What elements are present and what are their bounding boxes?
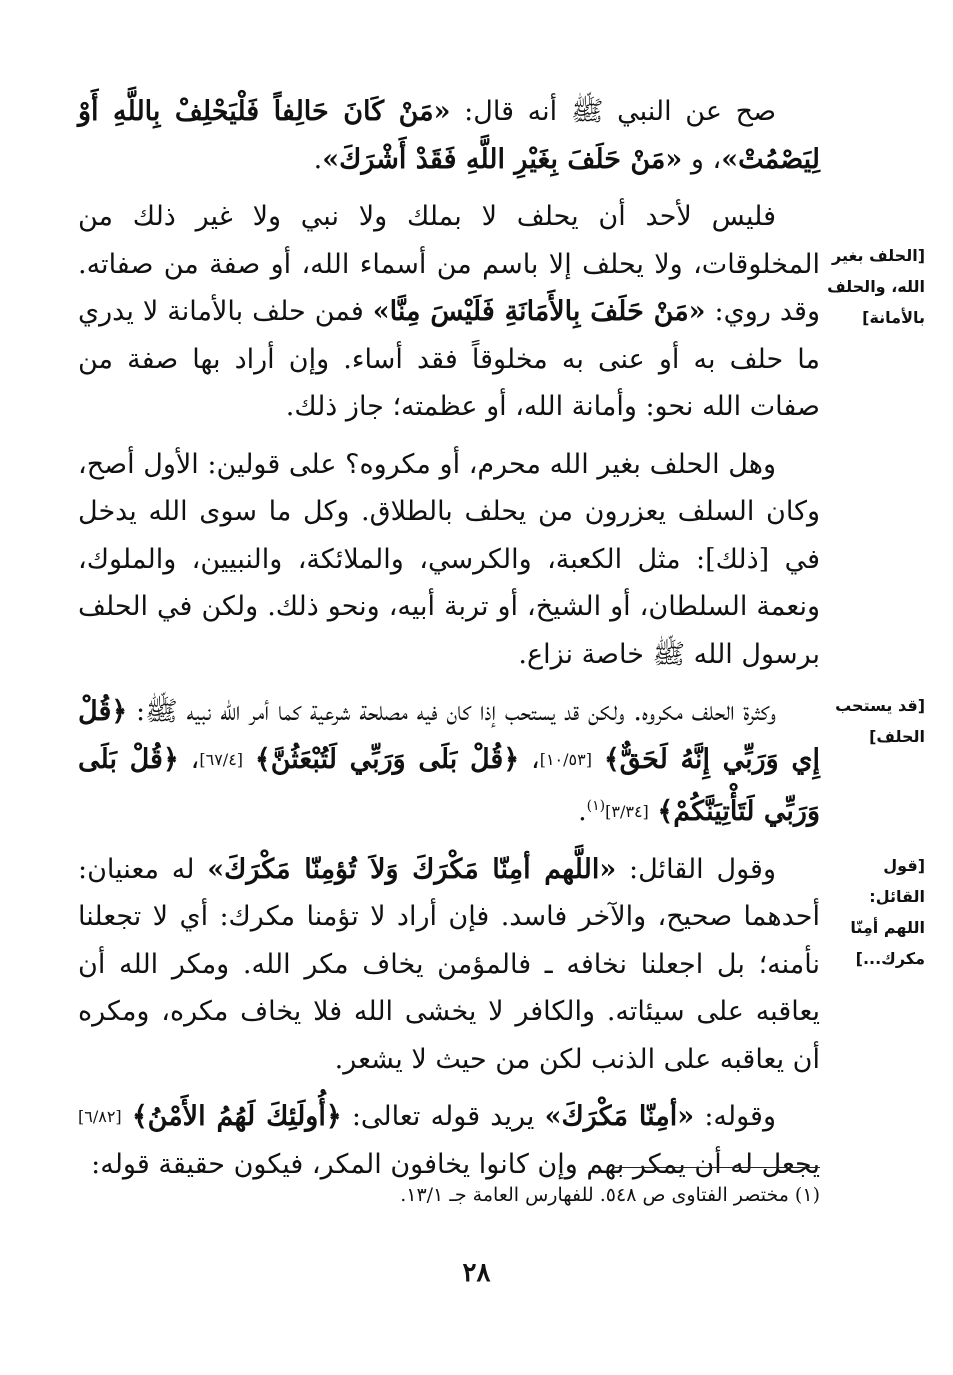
- body-text: .: [313, 143, 323, 175]
- margin-note-oaths: [الحلف بغير الله، والحلف بالأمانة]: [827, 246, 925, 327]
- body-text: [243, 744, 255, 775]
- paragraph-5: [78, 846, 820, 1084]
- margin-note-saying: [قول القائل: اللهم أمِنّا مكرك...]: [850, 856, 925, 968]
- body-text: وكثرة الحلف مكروه. ولكن قد يستحب إذا كان فيه مصلحة شرعية كما أمر الله نبيه ﷺ:: [127, 696, 776, 727]
- paragraph-4: [78, 688, 820, 836]
- verse-reference: [٦/٨٢]: [78, 1107, 122, 1126]
- body-text: صح عن النبي ﷺ أنه قال:: [450, 96, 776, 127]
- verse-reference: [٦٧/٤]: [199, 749, 244, 769]
- paragraph-1: [78, 88, 820, 183]
- body-text: له معنيان: أحدهما صحيح، والآخر فاسد. فإن أراد لا تؤمنا مكرك: أي لا تجعلنا نأمنه؛ بل اجعلنا نخافه ـ فالمؤمن يخاف مكر الله. ومكر الله أن يعاقبه على سيئاته. والكافر لا يخشى الله فلا يخاف مكره، ومكره أن يعاقبه على الذنب لكن من حيث لا يشعر.: [78, 853, 820, 1075]
- paragraph-2: [78, 193, 820, 431]
- quote-text: «مَنْ حَلَفَ بِالأَمَانَةِ فَلَيْسَ مِنَّا»: [372, 296, 706, 327]
- footnote: (١) مختصر الفتاوى ص ٥٤٨. للفهارس العامة جـ ١٣/١.: [400, 1184, 820, 1206]
- body-text: وقول القائل:: [616, 853, 776, 885]
- page-number: ٢٨: [462, 1258, 491, 1288]
- paragraph-6: [78, 1093, 820, 1188]
- body-text: ،: [519, 743, 540, 775]
- body-text: فمن حلف بالأمانة لا يدري ما حلف به أو عنى به مخلوقاً فقد أساء. وإن أراد بها صفة من صفات الله نحو: وأمانة الله، أو عظمته؛ جاز ذلك.: [78, 296, 820, 422]
- verse-reference: [٣/٣٤]: [605, 802, 649, 821]
- body-text: ، و: [682, 143, 722, 175]
- margin-note-recommended-oath: [قد يستحب الحلف]: [835, 696, 925, 746]
- body-text: ،: [178, 743, 200, 775]
- body-text: يجعل له أن يمكر بهم وإن كانوا يخافون المكر، فيكون حقيقة قوله:: [91, 1148, 820, 1180]
- quote-text: «مَنْ حَلَفَ بِغَيْرِ اللَّهِ فَقَدْ أَشْرَكَ»: [322, 143, 683, 175]
- quote-text: «مَنْ كَانَ حَالِفاً فَلْيَحْلِفْ بِاللَّهِ أَوْ لِيَصْمُتْ»: [78, 96, 820, 175]
- main-text: [78, 88, 820, 1198]
- footnote-divider: [615, 1167, 820, 1168]
- quote-text: ﴿أُولَئِكَ لَهُمُ الأَمْنُ﴾: [131, 1101, 342, 1132]
- quote-text: «اللَّهم أمِنّا مَكْرَكَ وَلاَ تُؤمِنّا مَكْرَكَ»: [207, 853, 617, 885]
- footnote-marker: (١): [586, 798, 606, 814]
- body-text: [592, 744, 604, 775]
- body-text: يريد قوله تعالى:: [341, 1101, 545, 1132]
- body-text: [122, 1101, 132, 1132]
- body-text: فليس لأحد أن يحلف لا بملك ولا نبي ولا غير ذلك من المخلوقات، ولا يحلف إلا باسم من أسماء الله، أو صفة من صفاته. وقد روي:: [78, 201, 821, 327]
- quote-text: ﴿قُلْ بَلَى وَرَبِّي لَتُبْعَثُنَّ﴾: [254, 743, 520, 775]
- quote-text: «أمِنّا مَكْرَكَ»: [544, 1101, 695, 1132]
- paragraph-3: [78, 441, 820, 679]
- body-text: وهل الحلف بغير الله محرم، أو مكروه؟ على قولين: الأول أصح، وكان السلف يعزرون من يحلف بالطلاق. وكل ما سوى الله يدخل في [ذلك]: مثل الكعبة، والكرسي، والملائكة، والنبيين، والملوك، ونعمة السلطان، أو الشيخ، أو تربة أبيه، ونحو ذلك. ولكن في الحلف برسول الله ﷺ خاصة نزاع.: [78, 448, 820, 670]
- body-text: وقوله:: [694, 1101, 777, 1132]
- body-text: .: [578, 796, 587, 827]
- quote-text: ﴿قُلْ إِي وَرَبِّي إِنَّهُ لَحَقٌّ﴾: [78, 696, 820, 775]
- verse-reference: [١٠/٥٣]: [539, 749, 592, 769]
- quote-text: ﴿قُلْ بَلَى وَرَبِّي لَتَأْتِيَنَّكُمْ﴾: [78, 743, 820, 827]
